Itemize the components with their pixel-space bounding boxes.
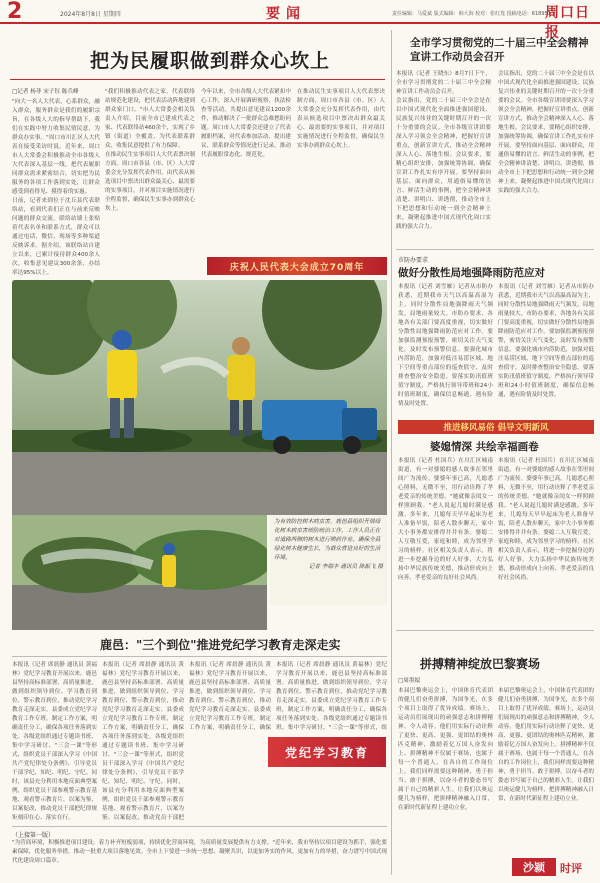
civilization-banner: 推进移风易俗 倡导文明新风 xyxy=(398,420,594,434)
lead-paragraph: 在推动民生实事项目人大代表票决制方面，周口市各县（市、区）人大常委会充分发挥代表作用，由代表从候选项目中票决出群众最关心、最需要的实事项目，并对项目实施情况进行全程监督，确保民生实事办到群众心坎上。 xyxy=(297,89,385,149)
lead-rule xyxy=(10,79,385,80)
civilization-body-left xyxy=(398,457,493,625)
discipline-education-banner: 党纪学习教育 xyxy=(268,737,386,767)
continued-body xyxy=(12,839,387,879)
continued-kicker: （上接第一版） xyxy=(12,832,55,839)
rain-paragraph: 本报讯（记者 刘雪雁）记者从市防办获悉，近期我市天气以高温高湿为主，同时分散性局地强降雨天气频发，局地雨量较大。市防办要求，各地各有关部门要高度重视，切实做好分散性局地强降雨防范应对工作。要加强监测预报预警，密切关注天气变化，及时发布预警信息。要强化城市内涝防范，加强对低洼易涝区域、地下空间等重点部位的巡查值守，及时排查整治安全隐患。要落实防汛值班值守制度，严格执行领导带班和24小时值班制度，确保信息畅通，遇有险情及时处置。 xyxy=(398,284,493,407)
rain-headline: 做好分散性局地强降雨防范应对 xyxy=(398,267,545,279)
lead-paragraph: 今年以来，全市各级人大代表紧扣中心工作，深入开展调研视察、执法检查等活动，共提出意见建议1200余件，推动解决了一批群众急难愁盼问题。周口市人大常委会还建立了代表履职档案，对代表参加活动、提出建议、联系群众等情况进行记录，推动代表履职常态化、规范化。 xyxy=(201,89,291,158)
section-rule xyxy=(12,826,387,827)
commentary-body-right xyxy=(498,687,594,853)
rain-body-left xyxy=(398,283,493,413)
photo-illustration xyxy=(12,280,387,515)
plenary-body-right xyxy=(498,70,594,265)
commentary-headline: 拼搏精神绽放巴黎赛场 xyxy=(420,657,541,671)
page-number: 2 xyxy=(7,0,23,24)
lead-paragraph: "我们积极推动代表之家、代表联络站规范化建设，把代表活动阵地建到群众家门口。"市人大常委会相关负责人介绍，目前全市已建成代表之家、代表联络站460余个，实现了乡镇（街道）全覆盖，为代表联系群众、收集民意提供了有力保障。 xyxy=(105,89,195,149)
lead-paragraph: "向大一名人大代表，心系群众，融入群众，服务群众是我们的履职宗旨，在各级人大的指导帮助下，我们在实践中努力收集民情民意，为群众办实事。"周口市川汇区人大代表在接受采访时说。近年来，周口市人大常委会积极推动全市各级人大代表深入基层一线，把代表履职同群众需求紧密结合，切实把为民服务的各项工作落到实处，让群众感受到看得见、摸得着的实惠。 xyxy=(12,99,100,195)
second-photo xyxy=(12,515,267,630)
plenary-byline: 本报讯（记者 王晓东）8月7日下午，全市学习贯彻党的二十届三中全会精神宣讲工作动员会召开。 xyxy=(396,71,491,95)
section-name: 要闻 xyxy=(266,6,306,22)
section-rule xyxy=(396,630,594,631)
luyi-paragraph: 本报讯（记者 席晨静 通讯员 黄福林）党纪学习教育开展以来，鹿邑县坚持高标准部署、高质量推进，做到组织领导到位、学习教育到位、警示教育到位，推动党纪学习教育走深走实。县委成立党纪学习教育工作专班，制定工作方案，明确责任分工，确保各项任务落到实处。各级党组织通过专题读书班、集中学习研讨、"三会一课"等形式，组 xyxy=(276,662,387,731)
plenary-paragraph: 会议指出，党的二十届三中全会是在以中国式现代化全面推进强国建设、民族复兴伟业的关键时期召开的一次十分重要的会议。全市各级宣讲团要深入学习领会全会精神，把握好宣讲重点，创新宣讲方式，推动全会精神深入人心、落地生根。会议要求，要精心组织安排，加强统筹协调，确保宣讲工作扎实有序开展。要坚持面向基层、面向群众，用通俗易懂的语言、鲜活生动的事例，把全会精神讲清楚、讲明白、讲透彻，推动全市上下把思想和行动统一到全会精神上来，凝聚起推进中国式现代化周口实践的强大合力。 xyxy=(498,71,594,194)
luyi-col-2 xyxy=(102,661,184,823)
plenary-paragraph: 会议指出，党的二十届三中全会是在以中国式现代化全面推进强国建设、民族复兴伟业的关键时期召开的一次十分重要的会议。全市各级宣讲团要深入学习领会全会精神，把握好宣讲重点，创新宣讲方式，推动全会精神深入人心、落地生根。会议要求，要精心组织安排，加强统筹协调，确保宣讲工作扎实有序开展。要坚持面向基层、面向群众，用通俗易懂的语言、鲜活生动的事例，把全会精神讲清楚、讲明白、讲透彻，推动全市上下把思想和行动统一到全会精神上来，凝聚起推进中国式现代化周口实践的强大合力。 xyxy=(396,98,491,230)
commentary-paragraph: 本届巴黎奥运会上，中国体育代表团的健儿们奋勇拼搏，为国争光，在多个项目上取得了优异成绩。赛场上，运动员们展现出的顽强意志和拼搏精神，令人动容。他们用实际行动诠释了更快、更高、更强、更团结的奥林匹克精神，激励着亿万国人奋发向上。拼搏精神不仅属于赛场，也属于每一个普通人。在各自的工作岗位上，我们同样需要这种精神，勇于担当、敢于拼搏，以奋斗者的姿态书写属于自己的精彩人生。让我们以奥运健儿为榜样，把拼搏精神融入日常，在新时代新征程上建功立业。 xyxy=(498,688,594,802)
luyi-col-4 xyxy=(276,661,387,733)
commentary-body-left xyxy=(398,687,493,853)
editor-credits: 责任编辑：马爱斌 版式编辑：韩大海 校对：张红莲 投稿电话：6189513 xyxy=(392,11,555,17)
civilization-headline: 婆媳情深 共绘幸福画卷 xyxy=(430,441,539,453)
masthead xyxy=(0,0,600,41)
luyi-paragraph: 本报讯（记者 席晨静 通讯员 黄福林）党纪学习教育开展以来，鹿邑县坚持高标准部署、高质量推进，做到组织领导到位、学习教育到位、警示教育到位，推动党纪学习教育走深走实。县委成立党纪学习教育工作专班，制定工作方案，明确责任分工，确保各项任务落到实处。各级党组织通过专题读书班、集中学习研讨、"三会一课"等形式，组织党员干部深入学习《中国共产党纪律处分条例》，引导党员干部学纪、知纪、明纪、守纪。同时，该县充分利用本地反面典型案例，组织党员干部参观警示教育基地、观看警示教育片，以案为鉴、以案促改，推动党员干部把纪律规矩刻印在心、落实在行。 xyxy=(12,662,97,821)
lead-col-1 xyxy=(12,98,100,298)
plenary-body-left xyxy=(396,70,491,265)
plenary-headline: 全市学习贯彻党的二十届三中全会精神宣讲工作动员会召开 xyxy=(410,37,589,63)
civilization-paragraph: 本报讯（记者 杜国兵）在川汇区城南街道，有一对婆媳的感人故事在邻里间广为流传。婆婆年事已高，儿媳悉心照料，无微不至，用行动诠释了孝老爱亲的传统美德。"她就像亲闺女一样照顾我。"老人说起儿媳时满是感激。多年来，儿媳每天早早起床为老人准备早饭，陪老人散步聊天，家中大小事务都安排得井井有条。婆媳二人互敬互爱，家庭和睦，成为邻里学习的榜样。社区相关负责人表示，将进一步挖掘身边的好人好事，大力弘扬中华民族传统美德，推动形成向上向善、孝老爱亲的良好社会风尚。 xyxy=(398,458,493,581)
luyi-paragraph: 本报讯（记者 席晨静 通讯员 黄福林）党纪学习教育开展以来，鹿邑县坚持高标准部署、高质量推进，做到组织领导到位、学习教育到位、警示教育到位，推动党纪学习教育走深走实。县委成立党纪学习教育工作专班，制定工作方案，明确责任分工，确保各项任务落到实处。各级党组织通过专题读书班、集中学习研讨、"三会一课"等形式，组织党员干部深入学习《中国共产党纪律处分条例》，引导党员干部学纪、知纪、明纪、守纪。同时，该县充分利用本地反面典型案例，组织党员干部参观警示教育基地、观看警示教育片，以案为鉴、以案促改，推动党员干部把 xyxy=(102,662,184,821)
main-photo xyxy=(12,280,387,515)
issue-date: 2024年8月8日 星期四 xyxy=(60,11,121,18)
shaxin-label: 时评 xyxy=(560,862,582,875)
anniversary-banner: 庆祝人民代表大会成立70周年 xyxy=(207,257,387,275)
lead-byline: □记者 杨菲 宋子钰 陈兵峰 xyxy=(12,89,79,95)
rain-kicker: 市防办要求 xyxy=(398,257,429,264)
caption-text: 为有效防控树木病虫害，鹿邑县组织开展绿化树木病虫害统防统治工作，工作人员正在对道路两侧的树木进行喷药作业。确保全县绿化树木健康生长，为群众营造良好的生活环境。 xyxy=(274,519,381,561)
lead-headline: 把为民履职做到群众心坎上 xyxy=(90,50,331,72)
rain-paragraph: 本报讯（记者 刘雪雁）记者从市防办获悉，近期我市天气以高温高湿为主，同时分散性局地强降雨天气频发，局地雨量较大。市防办要求，各地各有关部门要高度重视，切实做好分散性局地强降雨防范应对工作。要加强监测预报预警，密切关注天气变化，及时发布预警信息。要强化城市内涝防范，加强对低洼易涝区域、地下空间等重点部位的巡查值守，及时排查整治安全隐患。要落实防汛值班值守制度，严格执行领导带班和24小时值班制度，确保信息畅通，遇有险情及时处置。 xyxy=(498,284,594,398)
lead-col-4 xyxy=(297,88,385,254)
civilization-paragraph: 本报讯（记者 杜国兵）在川汇区城南街道，有一对婆媳的感人故事在邻里间广为流传。婆婆年事已高，儿媳悉心照料，无微不至，用行动诠释了孝老爱亲的传统美德。"她就像亲闺女一样照顾我。"老人说起儿媳时满是感激。多年来，儿媳每天早早起床为老人准备早饭，陪老人散步聊天，家中大小事务都安排得井井有条。婆媳二人互敬互爱，家庭和睦，成为邻里学习的榜样。社区相关负责人表示，将进一步挖掘身边的好人好事，大力弘扬中华民族传统美德，推动形成向上向善、孝老爱亲的良好社会风尚。 xyxy=(498,458,594,581)
newspaper-logo: 周口日报 xyxy=(545,5,590,41)
shaxin-commentary-tag xyxy=(512,856,594,878)
luyi-col-1 xyxy=(12,661,97,823)
column-rule xyxy=(391,30,392,875)
commentary-byline: □周墨姒 xyxy=(398,678,421,684)
section-rule xyxy=(396,249,594,250)
continued-paragraph: "为营商环境，积极推进项目建设，着力补齐短板弱项，持续优化营商环境，为高质量发展提供有力支撑。"近年来，我市坚持以项目建设为抓手，强化要素保障，优化服务举措，推动一批重大项目落地见效。全市上下要进一步统一思想、凝聚共识，以更加务实的作风、更加有力的举措，奋力谱写中国式现代化建设周口篇章。 xyxy=(12,840,387,864)
luyi-col-3 xyxy=(189,661,271,733)
photo-credit: 记者 李瑞丰 通讯员 陈振飞 摄 xyxy=(308,564,383,570)
lead-paragraph: 在推动民生实事项目人大代表票决制方面，周口市各县（市、区）人大常委会充分发挥代表作用，由代表从候选项目中票决出群众最关心、最需要的实事项目，并对项目实施情况进行全程监督，确保民生实事办到群众心坎上。 xyxy=(105,152,195,212)
commentary-paragraph: 本届巴黎奥运会上，中国体育代表团的健儿们奋勇拼搏，为国争光，在多个项目上取得了优异成绩。赛场上，运动员们展现出的顽强意志和拼搏精神，令人动容。他们用实际行动诠释了更快、更高、更强、更团结的奥林匹克精神，激励着亿万国人奋发向上。拼搏精神不仅属于赛场，也属于每一个普通人。在各自的工作岗位上，我们同样需要这种精神，勇于担当、敢于拼搏，以奋斗者的姿态书写属于自己的精彩人生。让我们以奥运健儿为榜样，把拼搏精神融入日常，在新时代新征程上建功立业。 xyxy=(398,688,493,811)
civilization-body-right xyxy=(498,457,594,625)
photo-illustration xyxy=(12,515,267,630)
lead-col-3 xyxy=(201,88,291,254)
luyi-paragraph: 本报讯（记者 席晨静 通讯员 黄福林）党纪学习教育开展以来，鹿邑县坚持高标准部署、高质量推进，做到组织领导到位、学习教育到位、警示教育到位，推动党纪学习教育走深走实。县委成立党纪学习教育工作专班，制定工作方案，明确责任分工，确保 xyxy=(189,662,271,731)
luyi-rule xyxy=(12,656,387,657)
rain-body-right xyxy=(498,283,594,413)
shaxin-tag: 沙颍 xyxy=(512,858,556,876)
lead-col-2 xyxy=(105,88,195,254)
luyi-headline: 鹿邑："三个到位"推进党纪学习教育走深走实 xyxy=(100,638,341,652)
lead-paragraph: 日前，记者来到位于沈丘县代表联络站，看到代表们正在与前来反映问题的群众交流。联络站墙上张贴着代表名单和联系方式，群众可以通过电话、微信、现场等多种渠道反映诉求。据介绍，该联络站自建立以来，已累计接待群众400余人次，收集意见建议300余条，办结率达95%以上。 xyxy=(12,198,100,276)
photo-caption xyxy=(270,515,387,605)
